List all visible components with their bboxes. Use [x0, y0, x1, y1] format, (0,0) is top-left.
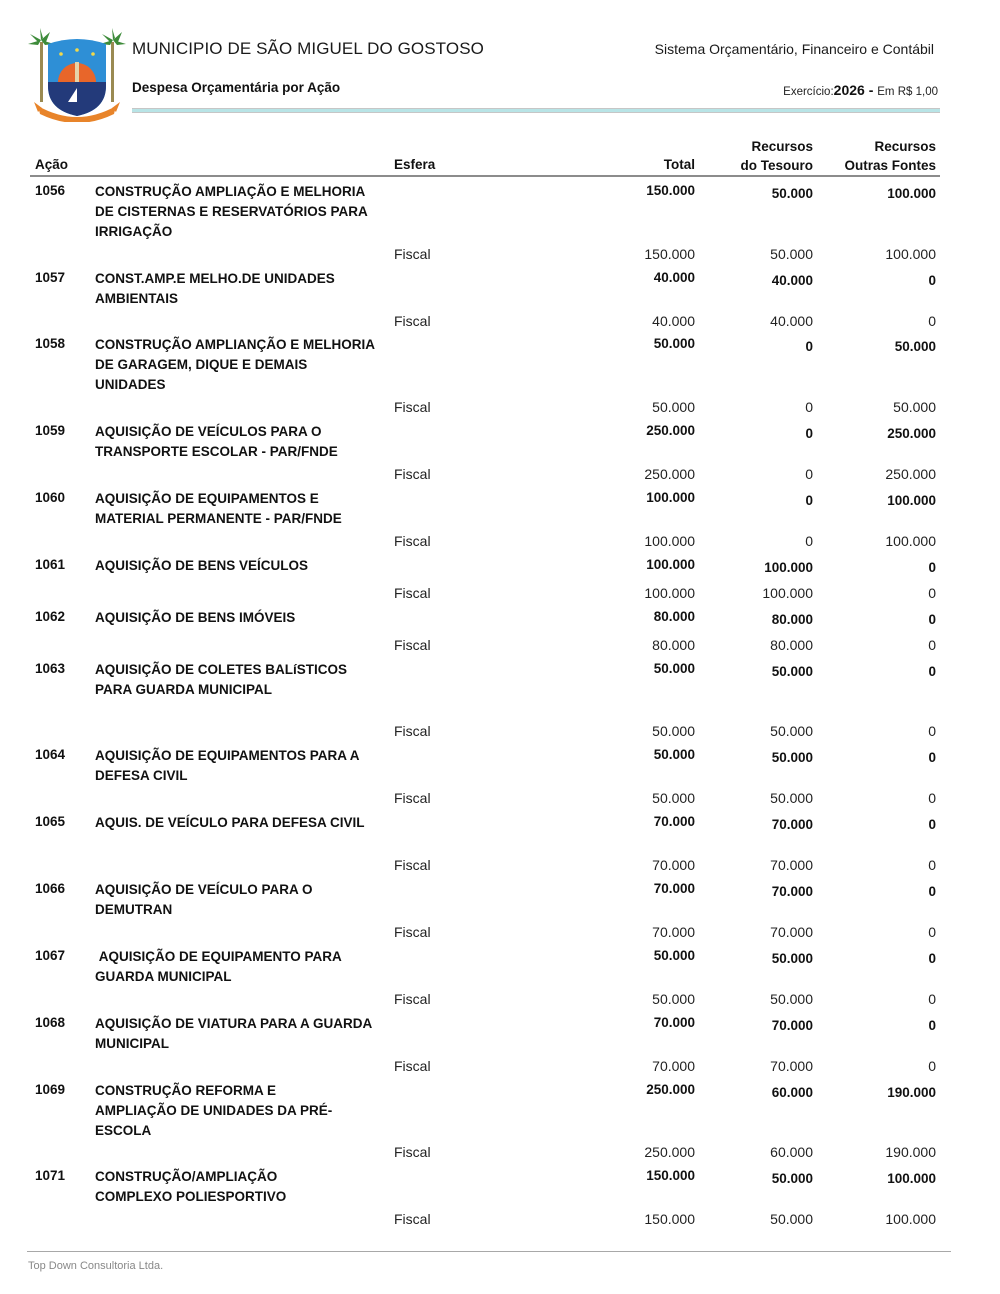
currency-unit: Em R$ 1,00 [877, 86, 938, 98]
column-header-outras-line2: Outras Fontes [844, 158, 936, 173]
row-outras: 50.000 [894, 339, 936, 354]
row-code: 1063 [35, 661, 66, 676]
row-outras: 0 [928, 560, 936, 575]
row-esfera-total: 250.000 [644, 466, 695, 482]
row-esfera-outras: 0 [928, 637, 936, 653]
row-description: AQUISIÇÃO DE EQUIPAMENTOS PARA A DEFESA CIVIL [95, 748, 360, 783]
exercise-year: 2026 [833, 82, 865, 98]
row-tesouro: 70.000 [771, 1018, 813, 1033]
row-tesouro: 80.000 [771, 612, 813, 627]
row-esfera-outras: 190.000 [885, 1144, 936, 1160]
row-outras: 0 [928, 884, 936, 899]
row-esfera-total: 150.000 [644, 1211, 695, 1227]
row-total: 70.000 [653, 814, 695, 829]
column-header-acao: Ação [35, 157, 69, 172]
row-esfera-total: 40.000 [652, 313, 695, 329]
row-tesouro: 0 [805, 339, 813, 354]
row-outras: 0 [928, 273, 936, 288]
row-esfera-outras: 100.000 [885, 533, 936, 549]
row-esfera: Fiscal [394, 1144, 431, 1160]
row-esfera-outras: 0 [928, 585, 936, 601]
row-tesouro: 50.000 [771, 750, 813, 765]
row-total: 50.000 [653, 661, 695, 676]
row-description: AQUISIÇÃO DE EQUIPAMENTOS E MATERIAL PERMANENTE - PAR/FNDE [95, 491, 342, 526]
row-tesouro: 50.000 [771, 1171, 813, 1186]
row-total: 250.000 [646, 423, 695, 438]
row-total: 80.000 [653, 609, 695, 624]
row-description: CONSTRUÇÃO REFORMA E AMPLIAÇÃO DE UNIDADES DA PRÉ-ESCOLA [95, 1083, 333, 1138]
row-esfera-tesouro: 50.000 [770, 991, 813, 1007]
row-esfera-tesouro: 0 [805, 466, 813, 482]
row-total: 40.000 [653, 270, 695, 285]
row-description: AQUISIÇÃO DE EQUIPAMENTO PARA GUARDA MUNICIPAL [95, 949, 346, 984]
header-divider [132, 108, 940, 113]
row-outras: 0 [928, 1018, 936, 1033]
row-tesouro: 40.000 [771, 273, 813, 288]
row-esfera: Fiscal [394, 790, 431, 806]
row-esfera-outras: 0 [928, 924, 936, 940]
row-outras: 0 [928, 612, 936, 627]
row-esfera: Fiscal [394, 533, 431, 549]
row-esfera-total: 250.000 [644, 1144, 695, 1160]
row-esfera: Fiscal [394, 313, 431, 329]
column-header-tesouro-line1: Recursos [751, 139, 813, 154]
row-code: 1059 [35, 423, 66, 438]
row-esfera-outras: 0 [928, 790, 936, 806]
row-esfera-tesouro: 80.000 [770, 637, 813, 653]
row-description: AQUISIÇÃO DE BENS VEÍCULOS [95, 558, 309, 573]
row-code: 1061 [35, 557, 66, 572]
row-outras: 0 [928, 817, 936, 832]
row-tesouro: 70.000 [771, 817, 813, 832]
row-esfera-outras: 100.000 [885, 1211, 936, 1227]
row-esfera-tesouro: 70.000 [770, 924, 813, 940]
column-header-esfera: Esfera [394, 157, 436, 172]
column-header-outras-line1: Recursos [874, 139, 936, 154]
row-esfera: Fiscal [394, 399, 431, 415]
row-description: CONSTRUÇÃO AMPLIANÇÃO E MELHORIA DE GARAGEM, DIQUE E DEMAIS UNIDADES [95, 337, 375, 392]
municipality-name: MUNICIPIO DE SÃO MIGUEL DO GOSTOSO [132, 39, 484, 58]
row-description: CONST.AMP.E MELHO.DE UNIDADES AMBIENTAIS [95, 271, 335, 306]
row-outras: 190.000 [887, 1085, 936, 1100]
row-code: 1066 [35, 881, 66, 896]
row-esfera-tesouro: 70.000 [770, 1058, 813, 1074]
row-outras: 100.000 [887, 493, 936, 508]
row-esfera-tesouro: 70.000 [770, 857, 813, 873]
row-esfera-outras: 0 [928, 313, 936, 329]
exercise-info [783, 82, 938, 98]
row-esfera-total: 50.000 [652, 991, 695, 1007]
row-esfera: Fiscal [394, 466, 431, 482]
row-esfera-tesouro: 0 [805, 399, 813, 415]
row-tesouro: 50.000 [771, 664, 813, 679]
row-outras: 0 [928, 664, 936, 679]
row-total: 150.000 [646, 183, 695, 198]
row-description: CONSTRUÇÃO AMPLIAÇÃO E MELHORIA DE CISTERNAS E RESERVATÓRIOS PARA IRRIGAÇÃO [95, 184, 368, 239]
row-description: CONSTRUÇÃO/AMPLIAÇÃO COMPLEXO POLIESPORTIVO [95, 1169, 287, 1204]
row-description: AQUIS. DE VEÍCULO PARA DEFESA CIVIL [95, 815, 365, 830]
row-code: 1064 [35, 747, 66, 762]
row-esfera-tesouro: 50.000 [770, 790, 813, 806]
row-esfera: Fiscal [394, 1058, 431, 1074]
row-outras: 0 [928, 750, 936, 765]
row-esfera-tesouro: 100.000 [762, 585, 813, 601]
row-code: 1067 [35, 948, 66, 963]
table-header-divider [30, 175, 940, 177]
row-esfera-total: 100.000 [644, 533, 695, 549]
row-esfera-outras: 0 [928, 723, 936, 739]
row-esfera-outras: 50.000 [893, 399, 936, 415]
row-tesouro: 70.000 [771, 884, 813, 899]
footer-divider [27, 1251, 951, 1252]
row-code: 1060 [35, 490, 66, 505]
row-esfera-outras: 0 [928, 1058, 936, 1074]
row-esfera-total: 50.000 [652, 790, 695, 806]
row-esfera-tesouro: 40.000 [770, 313, 813, 329]
row-description: AQUISIÇÃO DE COLETES BALíSTICOS PARA GUARDA MUNICIPAL [95, 662, 348, 697]
row-esfera: Fiscal [394, 857, 431, 873]
row-outras: 100.000 [887, 1171, 936, 1186]
row-total: 100.000 [646, 557, 695, 572]
row-esfera-total: 50.000 [652, 399, 695, 415]
row-total: 50.000 [653, 747, 695, 762]
row-tesouro: 50.000 [771, 186, 813, 201]
row-outras: 100.000 [887, 186, 936, 201]
row-code: 1058 [35, 336, 66, 351]
row-code: 1062 [35, 609, 66, 624]
row-description: AQUISIÇÃO DE VIATURA PARA A GUARDA MUNICIPAL [95, 1016, 372, 1051]
row-outras: 250.000 [887, 426, 936, 441]
row-esfera: Fiscal [394, 1211, 431, 1227]
row-description: AQUISIÇÃO DE VEÍCULO PARA O DEMUTRAN [95, 882, 313, 917]
row-code: 1069 [35, 1082, 66, 1097]
exercise-label: Exercício: [783, 86, 834, 98]
row-total: 50.000 [653, 948, 695, 963]
row-tesouro: 0 [805, 493, 813, 508]
row-total: 70.000 [653, 1015, 695, 1030]
row-esfera-total: 100.000 [644, 585, 695, 601]
row-description: AQUISIÇÃO DE BENS IMÓVEIS [95, 610, 296, 625]
report-title: Despesa Orçamentária por Ação [132, 80, 341, 95]
row-code: 1065 [35, 814, 66, 829]
row-total: 250.000 [646, 1082, 695, 1097]
row-esfera: Fiscal [394, 246, 431, 262]
row-code: 1057 [35, 270, 66, 285]
row-description: AQUISIÇÃO DE VEÍCULOS PARA O TRANSPORTE ESCOLAR - PAR/FNDE [95, 424, 338, 459]
row-code: 1068 [35, 1015, 66, 1030]
row-esfera-total: 50.000 [652, 723, 695, 739]
row-esfera-total: 80.000 [652, 637, 695, 653]
row-esfera-tesouro: 50.000 [770, 1211, 813, 1227]
row-code: 1071 [35, 1168, 66, 1183]
row-esfera: Fiscal [394, 924, 431, 940]
row-esfera-tesouro: 50.000 [770, 246, 813, 262]
row-esfera-outras: 0 [928, 857, 936, 873]
row-tesouro: 0 [805, 426, 813, 441]
row-total: 50.000 [653, 336, 695, 351]
row-code: 1056 [35, 183, 66, 198]
row-esfera-tesouro: 60.000 [770, 1144, 813, 1160]
row-tesouro: 50.000 [771, 951, 813, 966]
row-tesouro: 60.000 [771, 1085, 813, 1100]
row-outras: 0 [928, 951, 936, 966]
row-esfera: Fiscal [394, 991, 431, 1007]
row-total: 150.000 [646, 1168, 695, 1183]
row-esfera: Fiscal [394, 585, 431, 601]
row-tesouro: 100.000 [764, 560, 813, 575]
row-esfera-tesouro: 50.000 [770, 723, 813, 739]
row-total: 70.000 [653, 881, 695, 896]
row-esfera: Fiscal [394, 723, 431, 739]
row-esfera-outras: 250.000 [885, 466, 936, 482]
municipal-coat-of-arms-icon [28, 28, 126, 122]
row-esfera: Fiscal [394, 637, 431, 653]
row-esfera-outras: 100.000 [885, 246, 936, 262]
footer-company: Top Down Consultoria Ltda. [28, 1260, 164, 1272]
exercise-separator: - [864, 82, 878, 98]
row-total: 100.000 [646, 490, 695, 505]
system-name: Sistema Orçamentário, Financeiro e Contábil [654, 41, 934, 57]
column-header-tesouro-line2: do Tesouro [740, 158, 813, 173]
row-esfera-total: 150.000 [644, 246, 695, 262]
row-esfera-tesouro: 0 [805, 533, 813, 549]
row-esfera-outras: 0 [928, 991, 936, 1007]
row-esfera-total: 70.000 [652, 924, 695, 940]
row-esfera-total: 70.000 [652, 1058, 695, 1074]
column-header-total: Total [663, 157, 695, 172]
row-esfera-total: 70.000 [652, 857, 695, 873]
